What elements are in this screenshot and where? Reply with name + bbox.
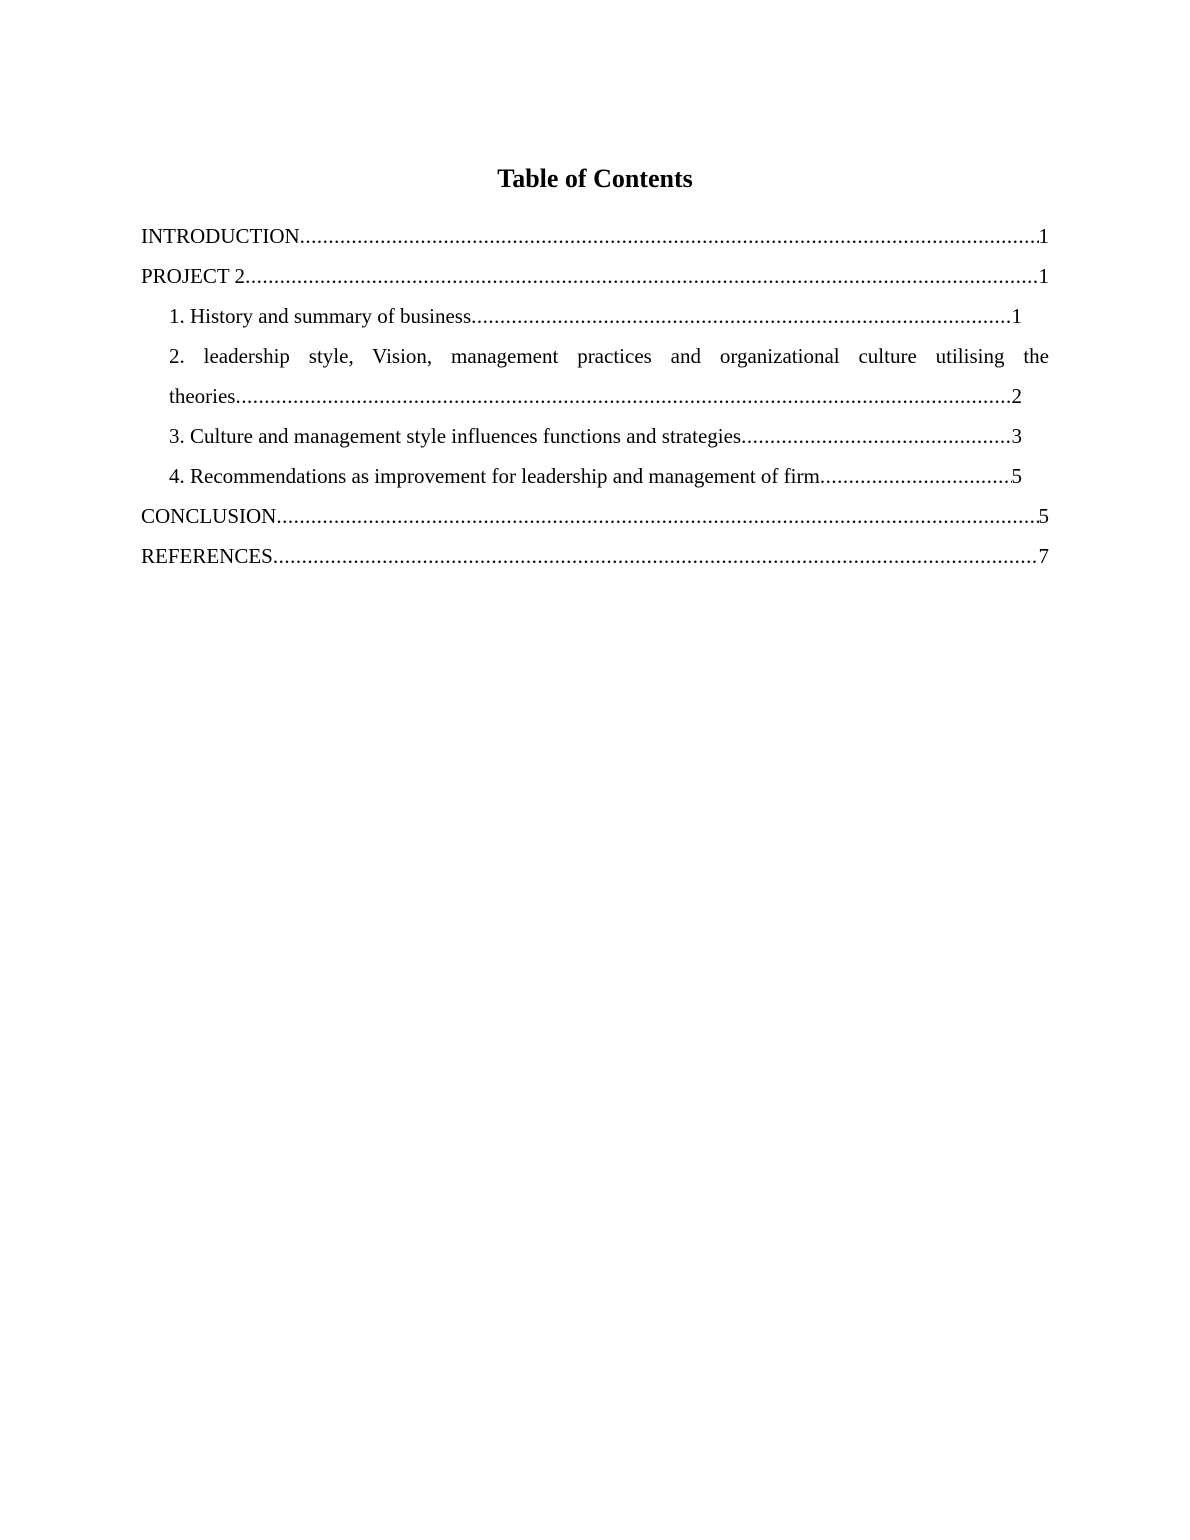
table-of-contents — [141, 220, 1049, 580]
toc-entry-label: 3. Culture and management style influences functions and strategies — [169, 424, 742, 448]
toc-entry-label: CONCLUSION — [141, 504, 277, 528]
toc-entry-label: INTRODUCTION — [141, 224, 300, 248]
toc-entry-label: 4. Recommendations as improvement for leadership and management of firm — [169, 464, 820, 488]
toc-entry-recommendations[interactable] — [169, 460, 1022, 500]
toc-entry-history[interactable] — [169, 300, 1022, 340]
toc-entry-label: REFERENCES — [141, 544, 273, 568]
toc-page-number: 1 — [1038, 264, 1049, 288]
toc-title: Table of Contents — [497, 164, 693, 193]
toc-page-number: 5 — [1011, 464, 1022, 488]
dot-leader — [273, 540, 1039, 572]
toc-page-number: 1 — [1038, 224, 1049, 248]
toc-page-number: 7 — [1038, 544, 1049, 568]
toc-page-number: 5 — [1038, 504, 1049, 528]
dot-leader — [276, 500, 1038, 532]
toc-page-number: 1 — [1011, 304, 1022, 328]
dot-leader — [741, 420, 1011, 452]
dot-leader — [471, 300, 1011, 332]
toc-entry-label: 2. leadership style, Vision, management practices and organizational culture utilising the — [169, 344, 1049, 368]
toc-page-number: 2 — [1011, 384, 1022, 408]
toc-entry-label: PROJECT 2 — [141, 264, 246, 288]
toc-entry-leadership-style[interactable] — [169, 340, 1049, 420]
toc-entry-label-continued: theories — [169, 384, 236, 408]
toc-entry-references[interactable] — [141, 540, 1049, 580]
dot-leader — [245, 260, 1038, 292]
toc-entry-culture-management[interactable] — [169, 420, 1022, 460]
dot-leader — [235, 380, 1011, 412]
toc-entry-label: 1. History and summary of business — [169, 304, 472, 328]
toc-entry-project-2[interactable] — [141, 260, 1049, 300]
toc-entry-introduction[interactable] — [141, 220, 1049, 260]
toc-page-number: 3 — [1011, 424, 1022, 448]
toc-entry-conclusion[interactable] — [141, 500, 1049, 540]
dot-leader — [300, 220, 1039, 252]
dot-leader — [820, 460, 1012, 492]
